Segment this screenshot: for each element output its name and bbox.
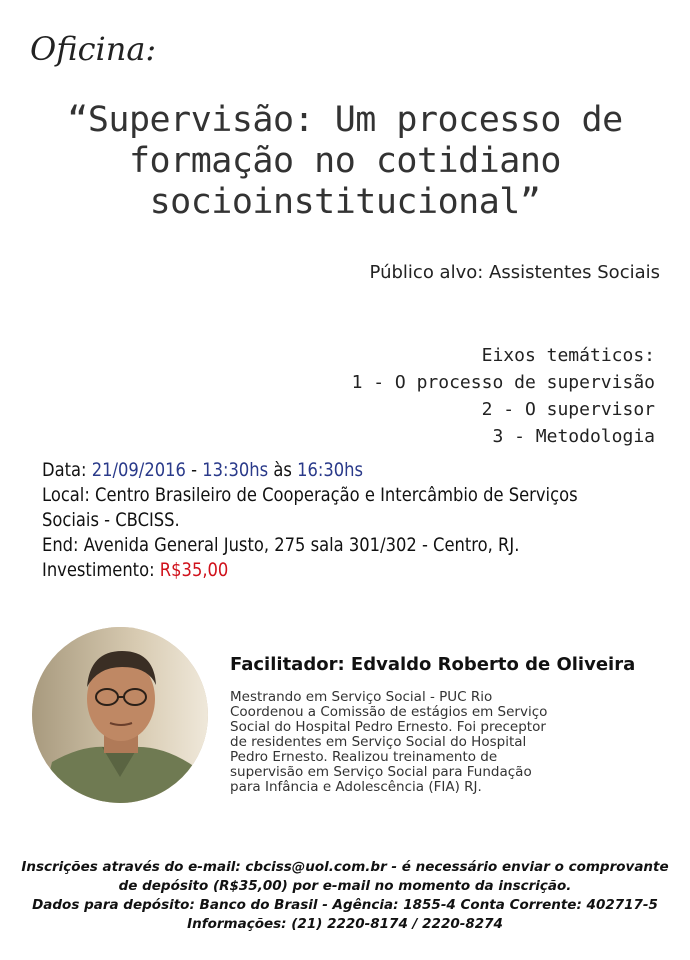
axes-heading: Eixos temáticos: xyxy=(481,345,655,366)
footer-info xyxy=(0,858,690,934)
axis-item-3: 3 - Metodologia xyxy=(492,426,655,447)
footer-line-2: de depósito (R$35,00) por e-mail no momento da inscrição. xyxy=(118,878,572,894)
date-label: Data: xyxy=(42,459,92,481)
date-row xyxy=(42,458,672,483)
axis-item-1: 1 - O processo de supervisão xyxy=(351,372,655,393)
investment-value: R$35,00 xyxy=(159,559,229,581)
oficina-label: Oficina: xyxy=(30,30,157,68)
target-audience: Público alvo: Assistentes Sociais xyxy=(369,262,660,283)
footer-line-3: Dados para depósito: Banco do Brasil - Agência: 1855-4 Conta Corrente: 402717-5 xyxy=(32,897,658,913)
facilitator-bio xyxy=(230,690,650,795)
facilitator-heading: Facilitador: Edvaldo Roberto de Oliveira xyxy=(230,654,636,675)
footer-line-4: Informações: (21) 2220-8174 / 2220-8274 xyxy=(187,916,503,932)
bio-line-3: Social do Hospital Pedro Ernesto. Foi preceptor xyxy=(230,719,546,735)
bio-line-7: para Infância e Adolescência (FIA) RJ. xyxy=(230,779,482,795)
date-separator: - xyxy=(185,459,203,481)
bio-line-5: Pedro Ernesto. Realizou treinamento de xyxy=(230,749,498,765)
thematic-axes xyxy=(352,342,655,450)
address-line: End: Avenida General Justo, 275 sala 301/302 - Centro, RJ. xyxy=(42,534,520,556)
investment-label: Investimento: xyxy=(42,559,160,581)
location-line-2: Sociais - CBCISS. xyxy=(42,509,180,531)
bio-line-1: Mestrando em Serviço Social - PUC Rio xyxy=(230,689,493,705)
time-connector: às xyxy=(268,459,298,481)
location-line-1: Local: Centro Brasileiro de Cooperação e Intercâmbio de Serviços xyxy=(42,484,578,506)
event-info xyxy=(42,458,672,583)
facilitator-photo xyxy=(32,627,208,803)
investment-row xyxy=(42,558,672,583)
axis-item-2: 2 - O supervisor xyxy=(481,399,655,420)
title-line-1: “Supervisão: Um processo de xyxy=(67,100,623,140)
bio-line-6: supervisão em Serviço Social para Fundação xyxy=(230,764,532,780)
title-line-2: formação no cotidiano xyxy=(128,141,561,181)
bio-line-4: de residentes em Serviço Social do Hospital xyxy=(230,734,527,750)
start-time: 13:30hs xyxy=(202,459,269,481)
end-time: 16:30hs xyxy=(297,459,364,481)
workshop-title xyxy=(20,100,670,223)
portrait-image xyxy=(32,627,208,803)
bio-line-2: Coordenou a Comissão de estágios em Serviço xyxy=(230,704,548,720)
title-line-3: socioinstitucional” xyxy=(149,182,541,222)
event-date: 21/09/2016 xyxy=(91,459,186,481)
footer-line-1: Inscrições através do e-mail: cbciss@uol.com.br - é necessário enviar o comprovante xyxy=(21,859,669,875)
